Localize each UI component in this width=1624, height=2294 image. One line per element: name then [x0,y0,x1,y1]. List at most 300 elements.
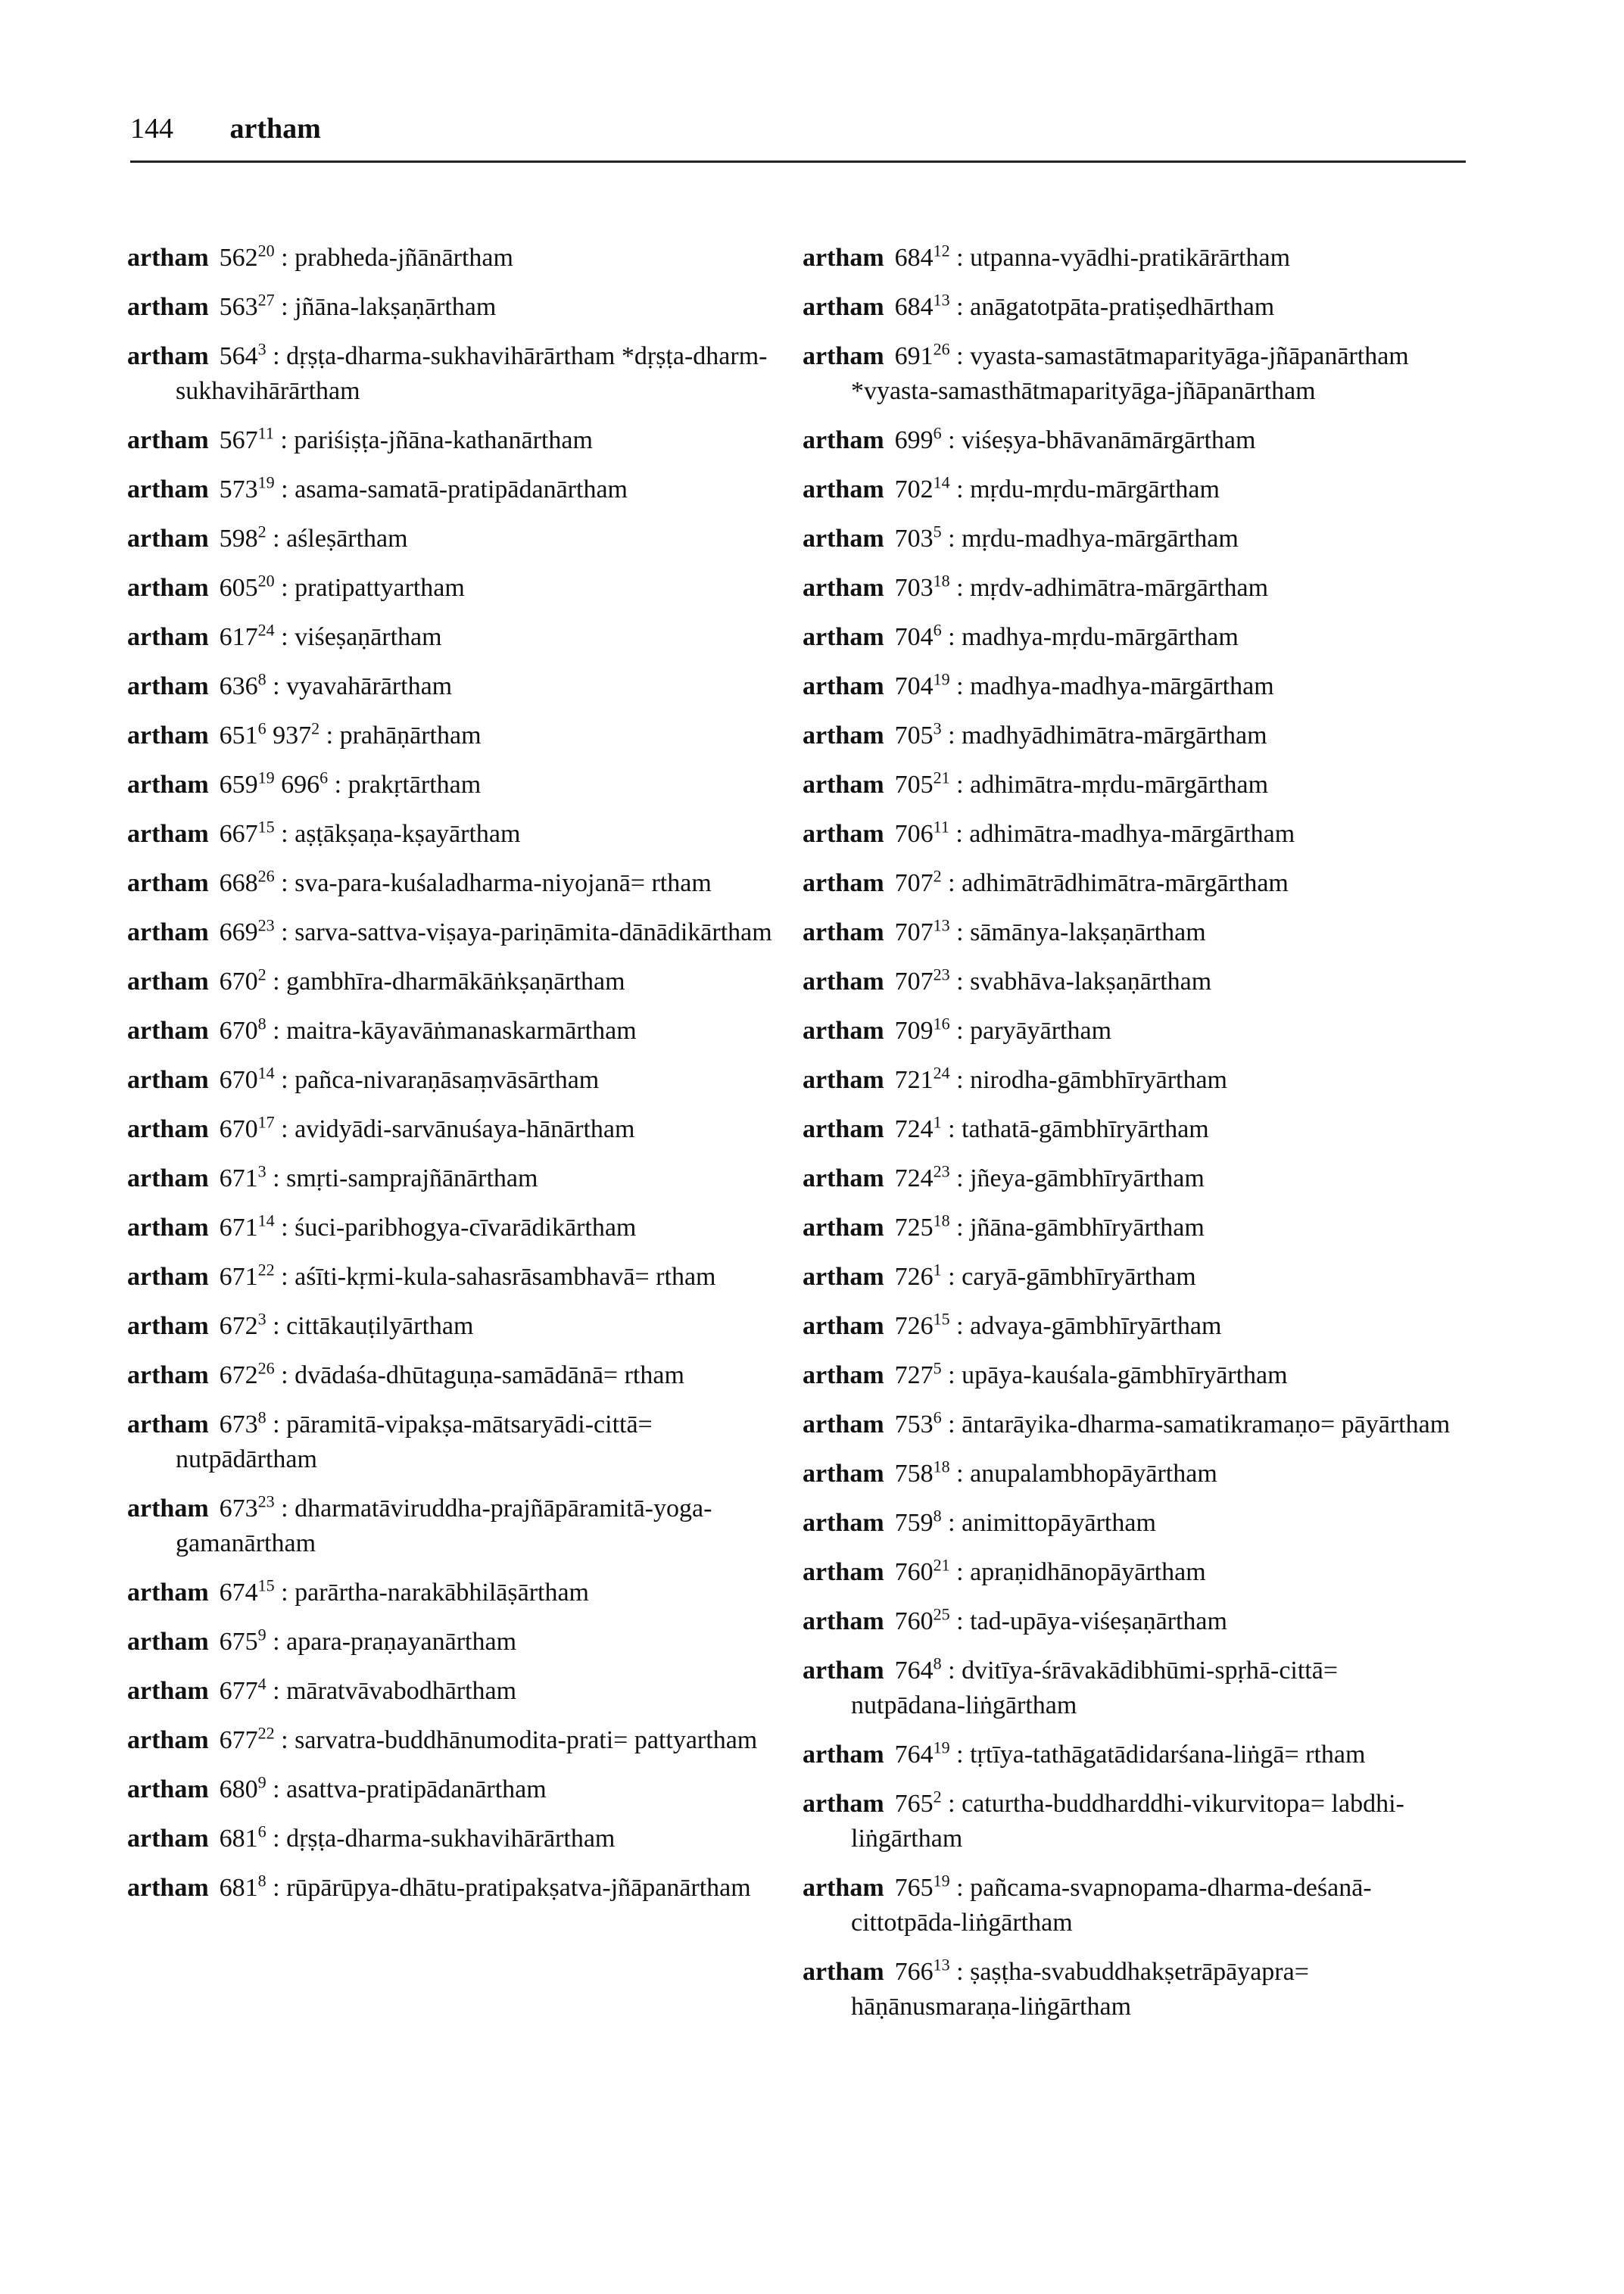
index-entry: artham $673^8$ : pāramitā-vipakṣa-mātsaryādi-cittā= nutpādārtham [127,1407,653,1473]
headword: artham [803,1263,884,1291]
reference-number: 726 [894,1263,934,1291]
entry-text: apraṇidhānopāyārtham [970,1558,1206,1586]
entry-text: apara-praṇayanārtham [286,1628,517,1656]
reference-number: 670 [219,968,258,996]
reference-superscript: 8 [933,1653,942,1673]
index-entry: artham $670^{17}$ : avidyādi-sarvānuśaya-hānārtham [127,1112,635,1143]
reference-number: 680 [219,1775,258,1803]
headword: artham [127,1164,209,1192]
index-entry: artham $670^8$ : maitra-kāyavāṅmanaskarmārtham [127,1014,637,1045]
headword: artham [127,342,209,370]
reference-superscript: 18 [933,571,950,591]
index-entry: artham $704^6$ : madhya-mṛdu-mārgārtham [803,620,1239,651]
headword: artham [803,869,884,897]
index-entry: artham $651^6$ $937^2$ : prahāṇārtham [127,718,482,750]
index-entry: artham $659^{19}$ $696^6$ : prakṛtārtham [127,768,482,799]
headword: artham [127,968,209,996]
headword: artham [803,672,884,700]
entry-text: madhyādhimātra-mārgārtham [962,722,1267,750]
entry-text: tṛtīya-tathāgatādidarśana-liṅgā= rtham [970,1741,1366,1769]
headword: artham [803,1607,884,1635]
index-entry: artham $764^{19}$ : tṛtīya-tathāgatādidarśana-liṅgā= rtham [803,1738,1366,1769]
headword: artham [803,574,884,602]
index-entry: artham $724^1$ : tathatā-gāmbhīryārtham [803,1112,1209,1143]
entry-text: caryā-gāmbhīryārtham [962,1263,1196,1291]
entry-text: caturtha-buddharddhi-vikurvitopa= labdhi-liṅgārtham [851,1790,1404,1853]
index-entry: artham $707^{23}$ : svabhāva-lakṣaṇārtham [803,965,1212,996]
index-entry: artham $691^{26}$ : vyasta-samastātmaparityāga-jñāpanārtham *vyasta-samasthātmaparityāga-jñāpanārtham [803,339,1409,405]
entry-text: aṣṭākṣaṇa-kṣayārtham [295,820,521,848]
headword: artham [127,574,209,602]
headword: artham [803,1874,884,1902]
index-entry: artham $725^{18}$ : jñāna-gāmbhīryārtham [803,1211,1205,1242]
entry-text: prahāṇārtham [339,722,482,750]
headword: artham [803,293,884,321]
reference-number: 691 [894,342,934,370]
index-entry: artham $753^6$ : āntarāyika-dharma-samatikramaṇo= pāyārtham [803,1407,1451,1438]
index-entry: artham $670^2$ : gambhīra-dharmākāṅkṣaṇārtham [127,965,625,996]
reference-superscript: 8 [257,669,267,689]
reference-superscript: 12 [933,241,950,260]
reference-superscript: 8 [257,1407,267,1427]
reference-superscript: 14 [257,1211,275,1230]
entry-text: paryāyārtham [970,1017,1112,1045]
running-head: artham [229,113,321,145]
reference-superscript: 14 [257,1063,275,1083]
index-entry: artham $564^3$ : dṛṣṭa-dharma-sukhavihārārtham *dṛṣṭa-dharm-sukhavihārārtham [127,339,768,405]
reference-superscript: 6 [257,718,267,738]
index-entry: artham $668^{26}$ : sva-para-kuśaladharma-niyojanā= rtham [127,866,712,897]
entry-text: cittākauṭilyārtham [286,1312,474,1340]
headword: artham [127,1495,209,1523]
entry-text: dṛṣṭa-dharma-sukhavihārārtham *dṛṣṭa-dharm-sukhavihārārtham [176,342,768,405]
headword: artham [127,1214,209,1242]
headword: artham [127,1410,209,1438]
reference-number: 672 [219,1361,258,1389]
headword: artham [803,918,884,946]
reference-superscript: 11 [257,423,274,443]
reference-number: 759 [894,1509,934,1537]
index-entry: artham $707^{13}$ : sāmānya-lakṣaṇārtham [803,915,1206,946]
entry-text: māratvāvabodhārtham [286,1677,517,1705]
reference-superscript: 26 [257,866,275,886]
reference-superscript: 24 [933,1063,950,1083]
reference-number: 727 [894,1361,934,1389]
reference-number: 670 [219,1066,258,1094]
entry-text: adhimātra-mṛdu-mārgārtham [970,771,1269,799]
reference-superscript: 1 [933,1112,942,1132]
reference-superscript: 1 [933,1260,942,1279]
reference-superscript: 23 [257,1491,275,1511]
index-entry: artham $671^{14}$ : śuci-paribhogya-cīvarādikārtham [127,1211,637,1242]
reference-number: 753 [894,1410,934,1438]
reference-superscript: 6 [933,1407,942,1427]
headword: artham [127,771,209,799]
reference-number: 684 [894,293,934,321]
headword: artham [127,722,209,750]
index-entry: artham $680^9$ : asattva-pratipādanārtham [127,1772,547,1803]
headword: artham [803,1361,884,1389]
reference-superscript: 3 [257,339,267,359]
entry-text: maitra-kāyavāṅmanaskarmārtham [286,1017,637,1045]
entry-text: madhya-mṛdu-mārgārtham [962,623,1239,651]
entry-text: prakṛtārtham [348,771,482,799]
headword: artham [803,525,884,553]
headword: artham [803,1460,884,1488]
headword: artham [127,623,209,651]
reference-number: 636 [219,672,258,700]
headword: artham [127,1579,209,1607]
reference-number: 764 [894,1741,934,1769]
headword: artham [127,918,209,946]
entry-text: animittopāyārtham [962,1509,1156,1537]
headword: artham [127,1361,209,1389]
headword: artham [127,1017,209,1045]
entry-text: pratipattyartham [295,574,465,602]
reference-number: 706 [894,820,934,848]
headword: artham [127,1263,209,1291]
index-entry: artham $598^2$ : aśleṣārtham [127,522,408,553]
reference-superscript: 14 [933,472,950,492]
reference-number: 573 [219,475,258,503]
index-entry: artham $758^{18}$ : anupalambhopāyārtham [803,1457,1217,1488]
index-entry: artham $765^{19}$ : pañcama-svapnopama-dharma-deśanā-cittotpāda-liṅgārtham [803,1871,1372,1937]
entry-text: anāgatotpāta-pratiṣedhārtham [970,293,1275,321]
index-entry: artham $709^{16}$ : paryāyārtham [803,1014,1112,1045]
reference-superscript: 23 [933,965,950,984]
reference-superscript: 6 [320,768,329,787]
reference-number: 668 [219,869,258,897]
headword: artham [803,342,884,370]
reference-number: 764 [894,1657,934,1685]
reference-superscript: 21 [933,1555,950,1575]
reference-superscript: 11 [933,817,949,837]
entry-text: śuci-paribhogya-cīvarādikārtham [295,1214,637,1242]
reference-number: 651 [219,722,258,750]
headword: artham [127,426,209,454]
reference-superscript: 15 [933,1309,950,1329]
entry-text: ṣaṣṭha-svabuddhakṣetrāpāyapra= hāṇānusmaraṇa-liṅgārtham [851,1958,1309,2021]
entry-text: pañca-nivaraṇāsaṃvāsārtham [295,1066,600,1094]
headword: artham [127,1825,209,1853]
reference-superscript: 19 [933,669,950,689]
reference-superscript: 15 [257,817,275,837]
entry-text: madhya-madhya-mārgārtham [970,672,1274,700]
reference-superscript: 3 [933,718,942,738]
reference-number: 724 [894,1164,934,1192]
reference-number: 699 [894,426,934,454]
headword: artham [127,244,209,272]
reference-number: 765 [894,1790,934,1818]
entry-text: jñāna-lakṣaṇārtham [295,293,497,321]
entry-text: adhimātrādhimātra-mārgārtham [962,869,1289,897]
entry-text: parārtha-narakābhilāṣārtham [295,1579,590,1607]
reference-superscript: 8 [257,1871,267,1890]
entry-text: sarva-sattva-viṣaya-pariṇāmita-dānādikārtham [295,918,772,946]
index-entry: artham $562^{20}$ : prabheda-jñānārtham [127,241,513,272]
headword: artham [127,1726,209,1754]
headword: artham [803,1958,884,1986]
right-column [803,241,1454,2039]
headword: artham [127,475,209,503]
headword: artham [127,1066,209,1094]
reference-number: 709 [894,1017,934,1045]
index-entry: artham $764^8$ : dvitīya-śrāvakādibhūmi-spṛhā-cittā= nutpādana-liṅgārtham [803,1653,1339,1719]
reference-superscript: 2 [257,522,267,541]
index-entry: artham $667^{15}$ : aṣṭākṣaṇa-kṣayārtham [127,817,521,848]
entry-text: utpanna-vyādhi-pratikārārtham [970,244,1291,272]
index-entry: artham $705^3$ : madhyādhimātra-mārgārtham [803,718,1267,750]
index-entry: artham $675^9$ : apara-praṇayanārtham [127,1625,517,1656]
index-entry: artham $573^{19}$ : asama-samatā-pratipādanārtham [127,472,628,503]
reference-superscript: 4 [257,1674,267,1694]
index-entry: artham $727^5$ : upāya-kauśala-gāmbhīryārtham [803,1358,1288,1389]
entry-text: pāramitā-vipakṣa-mātsaryādi-cittā= nutpādārtham [176,1410,653,1473]
index-entry: artham $684^{13}$ : anāgatotpāta-pratiṣedhārtham [803,290,1275,321]
index-entry: artham $760^{21}$ : apraṇidhānopāyārtham [803,1555,1206,1586]
entry-text: rūpārūpya-dhātu-pratipakṣatva-jñāpanārtham [286,1874,751,1902]
reference-number: 562 [219,244,258,272]
reference-superscript: 13 [933,915,950,935]
reference-number: 707 [894,968,934,996]
reference-number: 758 [894,1460,934,1488]
index-entry: artham $703^{18}$ : mṛdv-adhimātra-mārgārtham [803,571,1269,602]
headword: artham [803,1410,884,1438]
reference-number: 702 [894,475,934,503]
reference-superscript: 13 [933,290,950,310]
entry-text: mṛdu-mṛdu-mārgārtham [970,475,1220,503]
headword: artham [127,1312,209,1340]
reference-number: 567 [219,426,258,454]
index-entry: artham $684^{12}$ : utpanna-vyādhi-pratikārārtham [803,241,1291,272]
entry-text: sva-para-kuśaladharma-niyojanā= rtham [295,869,712,897]
reference-number: 564 [219,342,258,370]
index-entry: artham $721^{24}$ : nirodha-gāmbhīryārtham [803,1063,1227,1094]
index-entry: artham $702^{14}$ : mṛdu-mṛdu-mārgārtham [803,472,1220,503]
headword: artham [127,672,209,700]
reference-number: 667 [219,820,258,848]
entry-text: aśleṣārtham [286,525,408,553]
reference-superscript: 19 [257,472,275,492]
index-entry: artham $760^{25}$ : tad-upāya-viśeṣaṇārtham [803,1604,1227,1635]
reference-superscript: 8 [257,1014,267,1033]
entry-text: viśeṣaṇārtham [295,623,442,651]
entry-text: nirodha-gāmbhīryārtham [970,1066,1227,1094]
reference-number: 726 [894,1312,934,1340]
reference-number: 677 [219,1726,258,1754]
page-header [130,112,1466,163]
index-entry: artham $765^2$ : caturtha-buddharddhi-vikurvitopa= labdhi-liṅgārtham [803,1787,1404,1853]
reference-superscript: 16 [933,1014,950,1033]
reference-superscript: 27 [257,290,275,310]
reference-superscript: 26 [257,1358,275,1378]
index-entry: artham $759^8$ : animittopāyārtham [803,1506,1156,1537]
reference-number: 696 [281,771,320,799]
headword: artham [803,1164,884,1192]
index-entry: artham $671^{22}$ : aśīti-kṛmi-kula-sahasrāsambhavā= rtham [127,1260,716,1291]
index-entry: artham $706^{11}$ : adhimātra-madhya-mārgārtham [803,817,1295,848]
reference-superscript: 9 [257,1772,267,1792]
reference-number: 703 [894,574,934,602]
index-entry: artham $681^6$ : dṛṣṭa-dharma-sukhavihārārtham [127,1822,616,1853]
reference-number: 684 [894,244,934,272]
reference-superscript: 20 [257,241,275,260]
reference-number: 704 [894,672,934,700]
reference-number: 937 [273,722,312,750]
reference-number: 681 [219,1874,258,1902]
entry-text: avidyādi-sarvānuśaya-hānārtham [295,1115,635,1143]
index-entry: artham $605^{20}$ : pratipattyartham [127,571,465,602]
reference-superscript: 26 [933,339,950,359]
entry-text: dvitīya-śrāvakādibhūmi-spṛhā-cittā= nutpādana-liṅgārtham [851,1657,1339,1719]
index-entry: artham $563^{27}$ : jñāna-lakṣaṇārtham [127,290,497,321]
entry-text: vyavahārārtham [286,672,453,700]
headword: artham [803,1558,884,1586]
index-entry: artham $670^{14}$ : pañca-nivaraṇāsaṃvāsārtham [127,1063,600,1094]
headword: artham [127,293,209,321]
headword: artham [803,623,884,651]
reference-number: 669 [219,918,258,946]
index-entry: artham $703^5$ : mṛdu-madhya-mārgārtham [803,522,1239,553]
index-entry: artham $673^{23}$ : dharmatāviruddha-prajñāpāramitā-yoga-gamanārtham [127,1491,712,1557]
reference-number: 707 [894,918,934,946]
headword: artham [803,1657,884,1685]
entry-text: āntarāyika-dharma-samatikramaṇo= pāyārtham [962,1410,1451,1438]
headword: artham [127,869,209,897]
reference-number: 766 [894,1958,934,1986]
headword: artham [803,1741,884,1769]
reference-number: 617 [219,623,258,651]
headword: artham [127,1874,209,1902]
entry-text: tathatā-gāmbhīryārtham [962,1115,1209,1143]
reference-superscript: 21 [933,768,950,787]
reference-number: 670 [219,1115,258,1143]
reference-number: 705 [894,771,934,799]
reference-superscript: 5 [933,1358,942,1378]
reference-number: 675 [219,1628,258,1656]
headword: artham [803,1017,884,1045]
reference-number: 704 [894,623,934,651]
reference-number: 765 [894,1874,934,1902]
index-entry: artham $726^{15}$ : advaya-gāmbhīryārtham [803,1309,1222,1340]
reference-number: 659 [219,771,258,799]
entry-text: advaya-gāmbhīryārtham [970,1312,1222,1340]
entry-text: adhimātra-madhya-mārgārtham [969,820,1295,848]
headword: artham [127,1775,209,1803]
reference-superscript: 2 [933,866,942,886]
left-column [127,241,778,1920]
reference-superscript: 2 [257,965,267,984]
reference-superscript: 18 [933,1457,950,1476]
index-entry: artham $726^1$ : caryā-gāmbhīryārtham [803,1260,1196,1291]
entry-text: aśīti-kṛmi-kula-sahasrāsambhavā= rtham [295,1263,716,1291]
reference-number: 721 [894,1066,934,1094]
headword: artham [127,525,209,553]
reference-superscript: 3 [257,1309,267,1329]
reference-superscript: 8 [933,1506,942,1526]
index-entry: artham $677^4$ : māratvāvabodhārtham [127,1674,517,1705]
entry-text: dharmatāviruddha-prajñāpāramitā-yoga-gamanārtham [176,1495,712,1557]
headword: artham [803,1790,884,1818]
page-number: 144 [130,113,173,145]
reference-number: 673 [219,1495,258,1523]
headword: artham [803,1312,884,1340]
entry-text: asattva-pratipādanārtham [286,1775,547,1803]
reference-superscript: 19 [933,1871,950,1890]
index-entry: artham $766^{13}$ : ṣaṣṭha-svabuddhakṣetrāpāyapra= hāṇānusmaraṇa-liṅgārtham [803,1955,1309,2021]
entry-text: pariśiṣṭa-jñāna-kathanārtham [294,426,593,454]
headword: artham [127,820,209,848]
index-entry: artham $674^{15}$ : parārtha-narakābhilāṣārtham [127,1576,590,1607]
index-entry: artham $617^{24}$ : viśeṣaṇārtham [127,620,442,651]
reference-number: 760 [894,1558,934,1586]
entry-text: mṛdv-adhimātra-mārgārtham [970,574,1269,602]
reference-superscript: 5 [933,522,942,541]
reference-number: 563 [219,293,258,321]
headword: artham [803,820,884,848]
entry-text: jñeya-gāmbhīryārtham [970,1164,1205,1192]
index-entry: artham $707^2$ : adhimātrādhimātra-mārgārtham [803,866,1289,897]
headword: artham [803,771,884,799]
headword: artham [803,244,884,272]
reference-superscript: 6 [933,423,942,443]
reference-number: 671 [219,1164,258,1192]
headword: artham [803,968,884,996]
entry-text: dvādaśa-dhūtaguṇa-samādānā= rtham [295,1361,684,1389]
reference-number: 605 [219,574,258,602]
reference-number: 677 [219,1677,258,1705]
index-entry: artham $681^8$ : rūpārūpya-dhātu-pratipakṣatva-jñāpanārtham [127,1871,751,1902]
reference-superscript: 2 [311,718,320,738]
reference-superscript: 22 [257,1723,275,1743]
reference-superscript: 22 [257,1260,275,1279]
index-entry: artham $672^3$ : cittākauṭilyārtham [127,1309,474,1340]
entry-text: tad-upāya-viśeṣaṇārtham [970,1607,1227,1635]
reference-number: 671 [219,1214,258,1242]
reference-superscript: 24 [257,620,275,640]
entry-text: pañcama-svapnopama-dharma-deśanā-cittotpāda-liṅgārtham [851,1874,1372,1937]
reference-number: 707 [894,869,934,897]
reference-number: 670 [219,1017,258,1045]
reference-number: 674 [219,1579,258,1607]
reference-superscript: 15 [257,1576,275,1595]
index-entry: artham $724^{23}$ : jñeya-gāmbhīryārtham [803,1161,1205,1192]
reference-superscript: 6 [257,1822,267,1841]
entry-text: jñāna-gāmbhīryārtham [970,1214,1205,1242]
index-entry: artham $699^6$ : viśeṣya-bhāvanāmārgārtham [803,423,1256,454]
entry-text: anupalambhopāyārtham [970,1460,1217,1488]
reference-number: 673 [219,1410,258,1438]
index-entry: artham $567^{11}$ : pariśiṣṭa-jñāna-kathanārtham [127,423,593,454]
reference-number: 725 [894,1214,934,1242]
reference-number: 724 [894,1115,934,1143]
headword: artham [803,1509,884,1537]
entry-text: prabheda-jñānārtham [295,244,513,272]
entry-text: upāya-kauśala-gāmbhīryārtham [962,1361,1288,1389]
headword: artham [127,1628,209,1656]
reference-superscript: 19 [257,768,275,787]
reference-superscript: 6 [933,620,942,640]
reference-number: 672 [219,1312,258,1340]
headword: artham [127,1115,209,1143]
entry-text: asama-samatā-pratipādanārtham [295,475,628,503]
reference-number: 671 [219,1263,258,1291]
reference-number: 760 [894,1607,934,1635]
index-entry: artham $677^{22}$ : sarvatra-buddhānumodita-prati= pattyartham [127,1723,758,1754]
reference-number: 598 [219,525,258,553]
reference-superscript: 25 [933,1604,950,1624]
entry-text: gambhīra-dharmākāṅkṣaṇārtham [286,968,625,996]
